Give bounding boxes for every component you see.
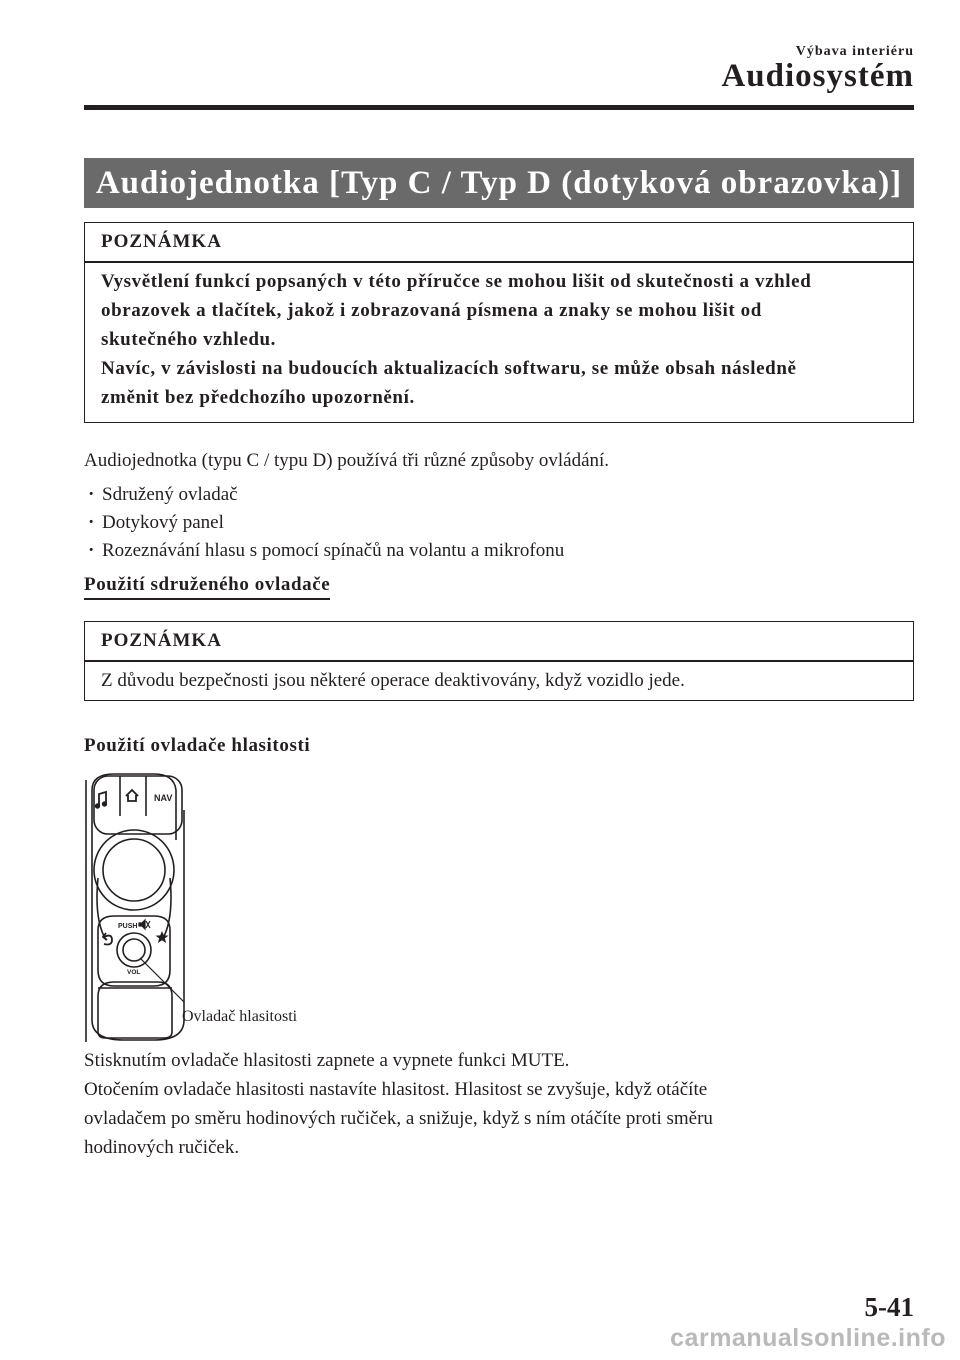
nav-button-label: NAV — [154, 793, 173, 803]
top-button-panel — [94, 776, 182, 834]
note-box-disclaimer — [84, 222, 914, 423]
mute-speaker-icon — [139, 920, 150, 929]
note-heading: POZNÁMKA — [101, 231, 222, 252]
body-line: Otočením ovladače hlasitosti nastavíte hlasitost. Hlasitost se zvyšuje, když otáčíte — [84, 1079, 708, 1100]
list-item — [88, 480, 238, 509]
list-item-text: Rozeznávání hlasu s pomocí spínačů na volantu a mikrofonu — [102, 540, 565, 561]
bullet-marker: · — [88, 512, 95, 533]
note-line: změnit bez předchozího upozornění. — [101, 386, 415, 408]
home-icon — [126, 790, 138, 801]
running-header-section: Výbava interiéru — [795, 44, 914, 59]
volume-knob-inner — [123, 939, 145, 961]
back-arrow-icon — [103, 933, 112, 945]
note-body: Z důvodu bezpečnosti jsou některé operace deaktivovány, když vozidlo jede. — [101, 669, 685, 691]
note-line: skutečného vzhledu. — [101, 328, 277, 350]
body-line: ovladačem po směru hodinových ručiček, a snižuje, když s ním otáčíte proti směru — [84, 1108, 713, 1129]
subheading-volume: Použití ovladače hlasitosti — [84, 735, 311, 756]
note-box-safety — [84, 621, 914, 701]
subheading-commander: Použití sdruženého ovladače — [84, 574, 330, 600]
note-line: Navíc, v závislosti na budoucích aktualizacích softwaru, se může obsah následně — [101, 357, 797, 379]
list-item-text: Sdružený ovladač — [102, 484, 238, 505]
list-item — [88, 508, 224, 537]
section-title: Audiojednotka [Typ C / Typ D (dotyková obrazovka)] — [84, 158, 914, 208]
bullet-marker: · — [88, 540, 95, 561]
body-line: Stisknutím ovladače hlasitosti zapnete a vypnete funkci MUTE. — [84, 1050, 570, 1071]
note-body — [85, 263, 913, 422]
vol-label: VOL — [127, 969, 141, 976]
intro-paragraph: Audiojednotka (typu C / typu D) používá tři různé způsoby ovládání. — [84, 450, 610, 471]
note-heading: POZNÁMKA — [101, 630, 222, 651]
header-rule — [84, 105, 914, 110]
callout-leader-line — [140, 958, 184, 1002]
music-note-icon — [96, 792, 107, 808]
watermark[interactable]: carmanualsonline.info — [670, 1324, 946, 1352]
list-item — [88, 536, 564, 565]
commander-control-figure — [84, 770, 344, 1046]
running-header-chapter: Audiosystém — [721, 58, 914, 94]
favorite-star-icon — [156, 931, 169, 943]
bullet-marker: · — [88, 484, 95, 505]
main-knob-outer — [94, 830, 174, 910]
note-line: Vysvětlení funkcí popsaných v této příručce se mohou lišit od skutečnosti a vzhled — [101, 270, 812, 292]
list-item-text: Dotykový panel — [102, 512, 224, 533]
body-line: hodinových ručiček. — [84, 1137, 240, 1158]
figure-callout-label: Ovladač hlasitosti — [182, 1008, 298, 1025]
note-line: obrazovek a tlačítek, jakož i zobrazovaná písmena a znaky se mohou lišit od — [101, 299, 762, 321]
page-number: 5-41 — [864, 1292, 914, 1322]
push-label: PUSH — [118, 923, 138, 930]
palm-rest — [98, 982, 172, 1038]
main-knob-inner — [103, 839, 165, 901]
volume-knob-outer — [117, 933, 151, 967]
